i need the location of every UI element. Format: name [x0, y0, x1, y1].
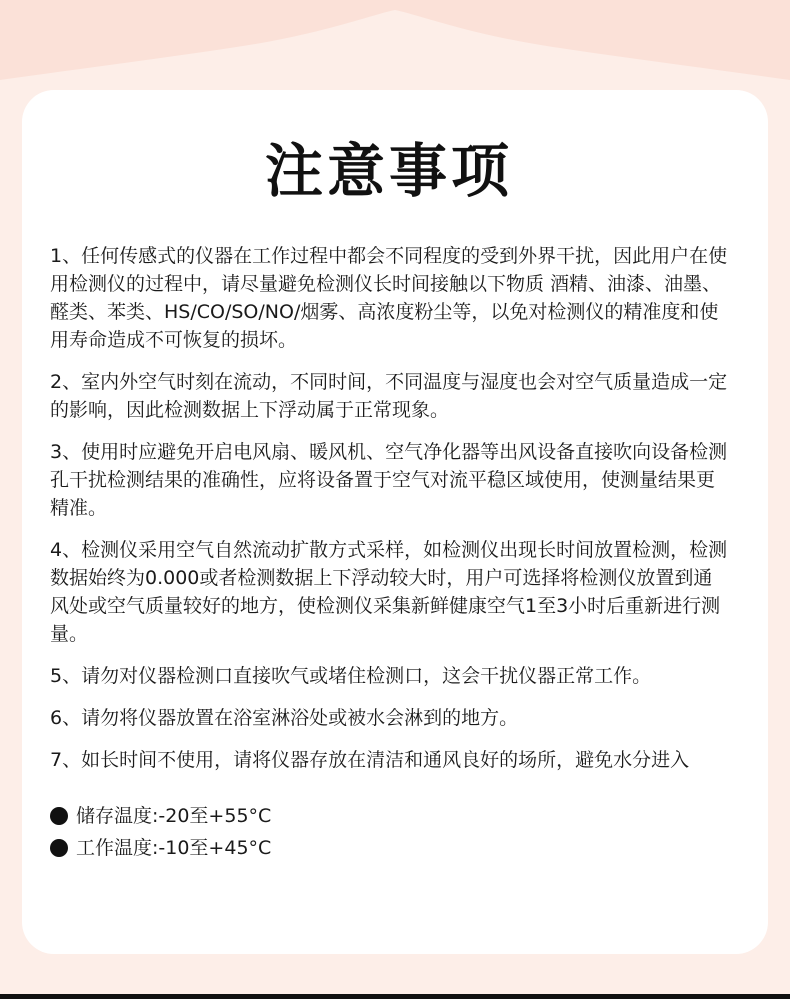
notice-item-5: 5、请勿对仪器检测口直接吹气或堵住检测口，这会干扰仪器正常工作。	[50, 665, 652, 687]
notice-item-4: 4、检测仪采用空气自然流动扩散方式采样，如检测仪出现长时间放置检测，检测数据始终为0.000或者检测数据上下浮动较大时，用户可选择将检测仪放置到通风处或空气质量较好的地方，使检测仪采集新鲜健康空气1至3小时后重新进行测量。	[50, 539, 728, 645]
storage-temperature-row	[50, 800, 728, 832]
notice-item-1: 1、任何传感式的仪器在工作过程中都会不同程度的受到外界干扰，因此用户在使用检测仪的过程中，请尽量避免检测仪长时间接触以下物质 酒精、油漆、油墨、醛类、苯类、HS/CO/SO/NO/烟雾、高浓度粉尘等，以免对检测仪的精准度和使用寿命造成不可恢复的损坏。	[50, 245, 728, 351]
notice-item-3: 3、使用时应避免开启电风扇、暖风机、空气净化器等出风设备直接吹向设备检测孔干扰检测结果的准确性，应将设备置于空气对流平稳区域使用，使测量结果更精准。	[50, 441, 728, 519]
bullet-icon	[50, 807, 68, 825]
notice-item-2: 2、室内外空气时刻在流动，不同时间，不同温度与湿度也会对空气质量造成一定的影响，因此检测数据上下浮动属于正常现象。	[50, 371, 728, 421]
storage-temperature: 储存温度:-20至+55°C	[76, 805, 272, 827]
bottom-divider	[0, 994, 790, 999]
bullet-icon	[50, 839, 68, 857]
working-temperature: 工作温度:-10至+45°C	[76, 837, 272, 859]
notice-item-7: 7、如长时间不使用，请将仪器存放在清洁和通风良好的场所，避免水分进入	[50, 749, 690, 771]
notice-item-6: 6、请勿将仪器放置在浴室淋浴处或被水会淋到的地方。	[50, 707, 519, 729]
notice-list	[50, 242, 728, 774]
temperature-specs	[50, 800, 728, 864]
page-title: 注意事项	[264, 137, 513, 205]
working-temperature-row	[50, 832, 728, 864]
notice-card	[22, 90, 768, 954]
